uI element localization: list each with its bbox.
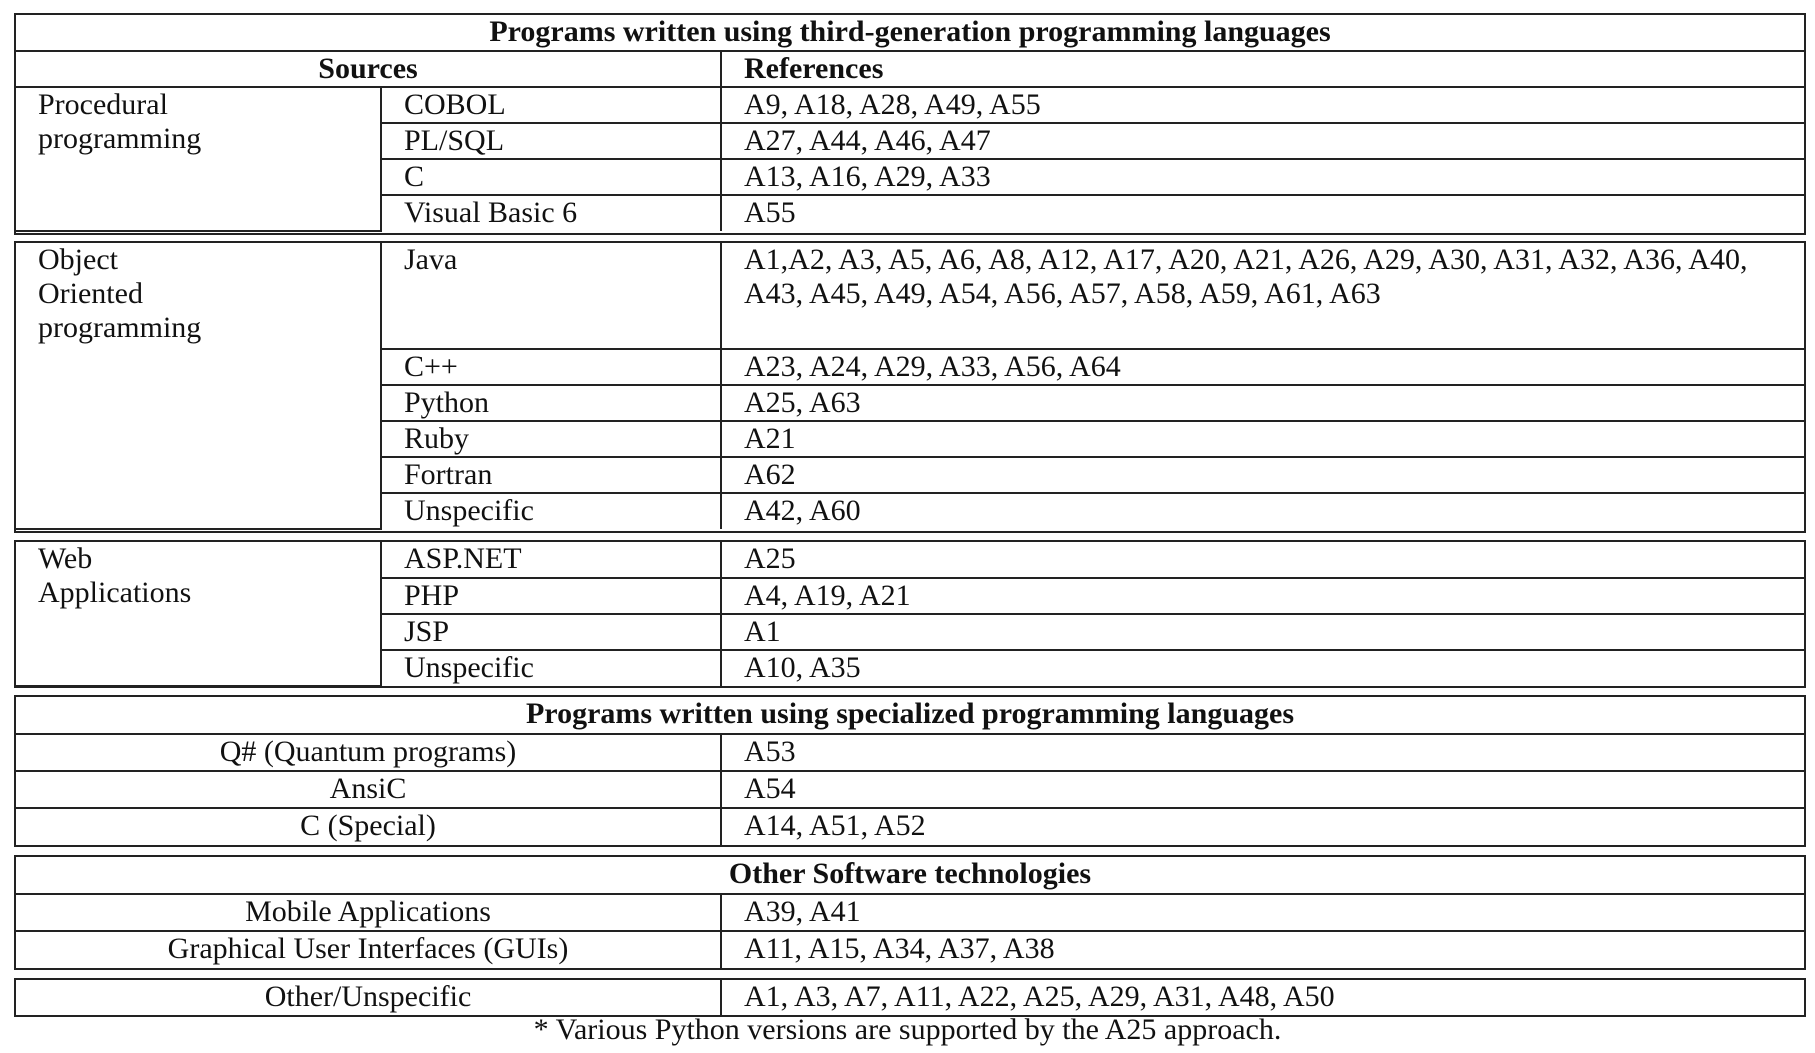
references-cell: A1,A2, A3, A5, A6, A8, A12, A17, A20, A21, A26, A29, A30, A31, A32, A36, A40, A43, A45, A49, A54, A56, A57, A58, A59, A61, A63 [721, 243, 1804, 349]
references-cell: A42, A60 [721, 493, 1804, 529]
source-cell: Mobile Applications [16, 894, 721, 931]
table-block-unspecific [14, 978, 1806, 1017]
references-cell: A27, A44, A46, A47 [721, 123, 1804, 159]
references-cell: A25, A63 [721, 385, 1804, 421]
footnote: * Various Python versions are supported by the A25 approach. [533, 1013, 1282, 1046]
references-cell: A53 [721, 734, 1804, 771]
source-cell: Ruby [381, 421, 721, 457]
references-cell: A39, A41 [721, 894, 1804, 931]
source-cell: JSP [381, 614, 721, 650]
table-web [16, 542, 1804, 687]
source-cell: C++ [381, 349, 721, 385]
source-cell: Python [381, 385, 721, 421]
category-web: Web Applications [16, 542, 381, 686]
references-cell: A62 [721, 457, 1804, 493]
source-cell: Fortran [381, 457, 721, 493]
references-cell: A11, A15, A34, A37, A38 [721, 931, 1804, 968]
table-block-object-oriented [14, 241, 1806, 533]
source-cell: C [381, 159, 721, 195]
table-unspecific [16, 980, 1804, 1015]
category-object-oriented: Object Oriented programming [16, 243, 381, 529]
source-cell: Graphical User Interfaces (GUIs) [16, 931, 721, 968]
table-block-web [14, 540, 1806, 688]
references-cell: A25 [721, 542, 1804, 578]
table-block-other [14, 855, 1806, 970]
references-cell: A23, A24, A29, A33, A56, A64 [721, 349, 1804, 385]
source-cell: Other/Unspecific [16, 980, 721, 1015]
table-block-specialized [14, 695, 1806, 847]
source-cell: Java [381, 243, 721, 349]
section-title-other: Other Software technologies [16, 857, 1804, 894]
source-cell: Visual Basic 6 [381, 195, 721, 231]
references-cell: A54 [721, 771, 1804, 808]
references-cell: A13, A16, A29, A33 [721, 159, 1804, 195]
table-object-oriented [16, 243, 1804, 530]
source-cell: Unspecific [381, 493, 721, 529]
table-specialized [16, 697, 1804, 845]
section-title-third-gen: Programs written using third-generation programming languages [16, 15, 1804, 51]
source-cell: Unspecific [381, 650, 721, 686]
source-cell: AnsiC [16, 771, 721, 808]
source-cell: COBOL [381, 87, 721, 123]
source-cell: Q# (Quantum programs) [16, 734, 721, 771]
category-procedural: Procedural programming [16, 87, 381, 231]
table-block-procedural [14, 13, 1806, 235]
section-title-specialized: Programs written using specialized programming languages [16, 697, 1804, 734]
column-header-references: References [721, 51, 1804, 87]
source-cell: C (Special) [16, 808, 721, 845]
references-cell: A10, A35 [721, 650, 1804, 686]
references-cell: A9, A18, A28, A49, A55 [721, 87, 1804, 123]
column-header-sources: Sources [16, 51, 721, 87]
table-procedural [16, 15, 1804, 232]
source-cell: ASP.NET [381, 542, 721, 578]
references-cell: A1, A3, A7, A11, A22, A25, A29, A31, A48, A50 [721, 980, 1804, 1015]
references-cell: A55 [721, 195, 1804, 231]
references-cell: A21 [721, 421, 1804, 457]
table-other [16, 857, 1804, 968]
references-cell: A4, A19, A21 [721, 578, 1804, 614]
references-cell: A14, A51, A52 [721, 808, 1804, 845]
references-cell: A1 [721, 614, 1804, 650]
source-cell: PL/SQL [381, 123, 721, 159]
source-cell: PHP [381, 578, 721, 614]
